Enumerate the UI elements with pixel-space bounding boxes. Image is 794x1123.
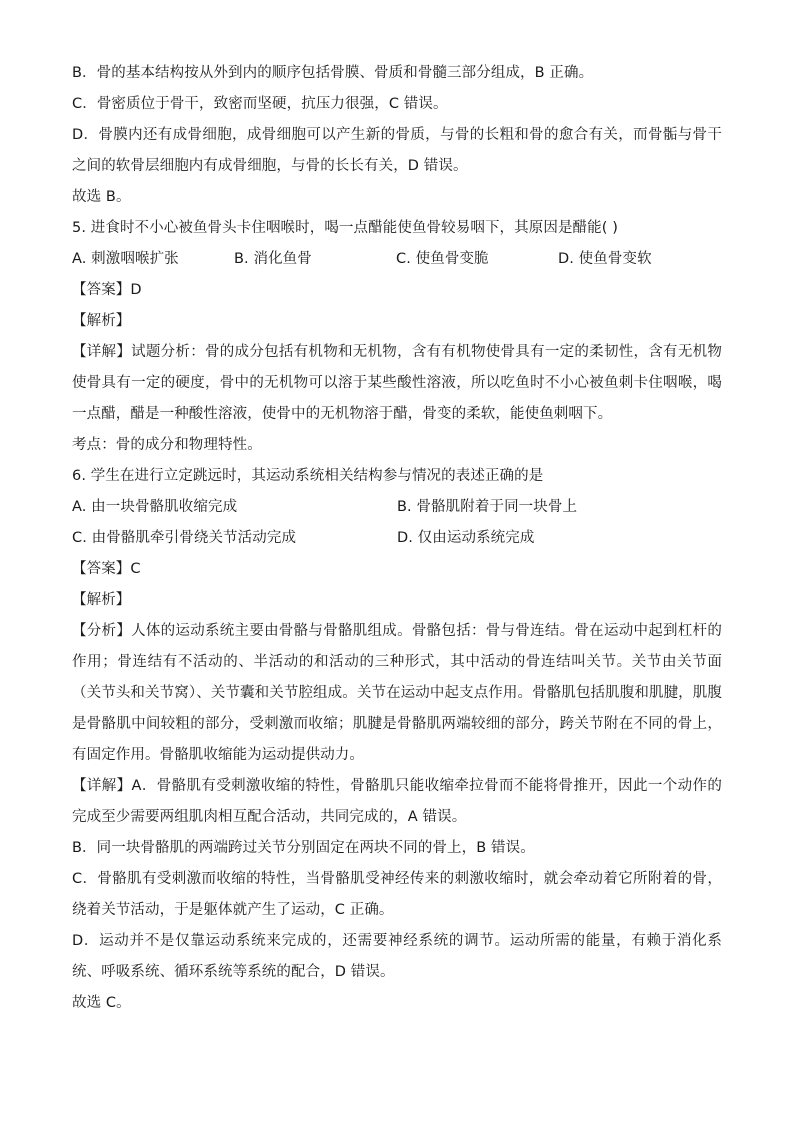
- prev-explanation-c: C．骨密质位于骨干，致密而坚硬，抗压力很强，C 错误。: [72, 96, 448, 112]
- prev-explanation-d: D．骨膜内还有成骨细胞，成骨细胞可以产生新的骨质，与骨的长粗和骨的愈合有关，而骨骺与骨干之间的软骨层细胞内有成骨细胞，与骨的长长有关，D 错误。: [72, 127, 722, 174]
- q6-detail-c: C．骨骼肌有受刺激而收缩的特性，当骨骼肌受神经传来的刺激收缩时，就会牵动着它所附着的骨，绕着关节活动，于是躯体就产生了运动，C 正确。: [72, 871, 722, 918]
- q6-conclusion: 故选 C。: [72, 995, 131, 1011]
- q5-option-d: D. 使鱼骨变软: [558, 251, 652, 267]
- q6-options-row-2: [72, 523, 722, 554]
- q5-option-c: C. 使鱼骨变脆: [396, 251, 489, 267]
- q5-answer: 【答案】D: [72, 282, 142, 298]
- q6-answer: 【答案】C: [72, 561, 141, 577]
- q6-detail-d: D．运动并不是仅靠运动系统来完成的，还需要神经系统的调节。运动所需的能量，有赖于消化系统、呼吸系统、循环系统等系统的配合，D 错误。: [72, 933, 722, 980]
- q6-option-b: B. 骨骼肌附着于同一块骨上: [397, 499, 578, 515]
- q5-option-b: B. 消化鱼骨: [234, 251, 312, 267]
- q6-detail-b: B．同一块骨骼肌的两端跨过关节分别固定在两块不同的骨上，B 错误。: [72, 840, 535, 856]
- document-page: [72, 58, 722, 1019]
- prev-explanation-b: B．骨的基本结构按从外到内的顺序包括骨膜、骨质和骨髓三部分组成，B 正确。: [72, 65, 594, 81]
- q6-analysis: 【分析】人体的运动系统主要由骨骼与骨骼肌组成。骨骼包括：骨与骨连结。骨在运动中起到杠杆的作用；骨连结有不活动的、半活动的和活动的三种形式，其中活动的骨连结叫关节。关节由关节面（关节头和关节窝）、关节囊和关节腔组成。关节在运动中起支点作用。骨骼肌包括肌腹和肌腱，肌腹是骨骼肌中间较粗的部分，受刺激而收缩；肌腱是骨骼肌两端较细的部分，跨关节附在不同的骨上，有固定作用。骨骼肌收缩能为运动提供动力。: [72, 623, 722, 763]
- q5-point: 考点：骨的成分和物理特性。: [72, 437, 262, 453]
- q6-option-a: A. 由一块骨骼肌收缩完成: [72, 499, 238, 515]
- q6-detail-a: 【详解】A．骨骼肌有受刺激收缩的特性，骨骼肌只能收缩牵拉骨而不能将骨推开，因此一个动作的完成至少需要两组肌肉相互配合活动，共同完成的，A 错误。: [72, 778, 722, 825]
- q5-analysis-label: 【解析】: [72, 313, 131, 329]
- q5-options: [72, 244, 722, 275]
- q5-option-a: A. 刺激咽喉扩张: [72, 251, 179, 267]
- q5-detail: 【详解】试题分析：骨的成分包括有机物和无机物，含有有机物使骨具有一定的柔韧性，含有无机物使骨具有一定的硬度，骨中的无机物可以溶于某些酸性溶液，所以吃鱼时不小心被鱼刺卡住咽喉，喝一点醋，醋是一种酸性溶液，使骨中的无机物溶于醋，骨变的柔软，能使鱼刺咽下。: [72, 344, 722, 422]
- q5-stem: 5. 进食时不小心被鱼骨头卡住咽喉时，喝一点醋能使鱼骨较易咽下，其原因是醋能( ): [72, 220, 618, 236]
- q6-options-row-1: [72, 492, 722, 523]
- q6-analysis-label: 【解析】: [72, 592, 131, 608]
- q6-option-d: D. 仅由运动系统完成: [397, 530, 535, 546]
- q6-option-c: C. 由骨骼肌牵引骨绕关节活动完成: [72, 530, 297, 546]
- prev-conclusion: 故选 B。: [72, 189, 131, 205]
- q6-stem: 6. 学生在进行立定跳远时，其运动系统相关结构参与情况的表述正确的是: [72, 468, 544, 484]
